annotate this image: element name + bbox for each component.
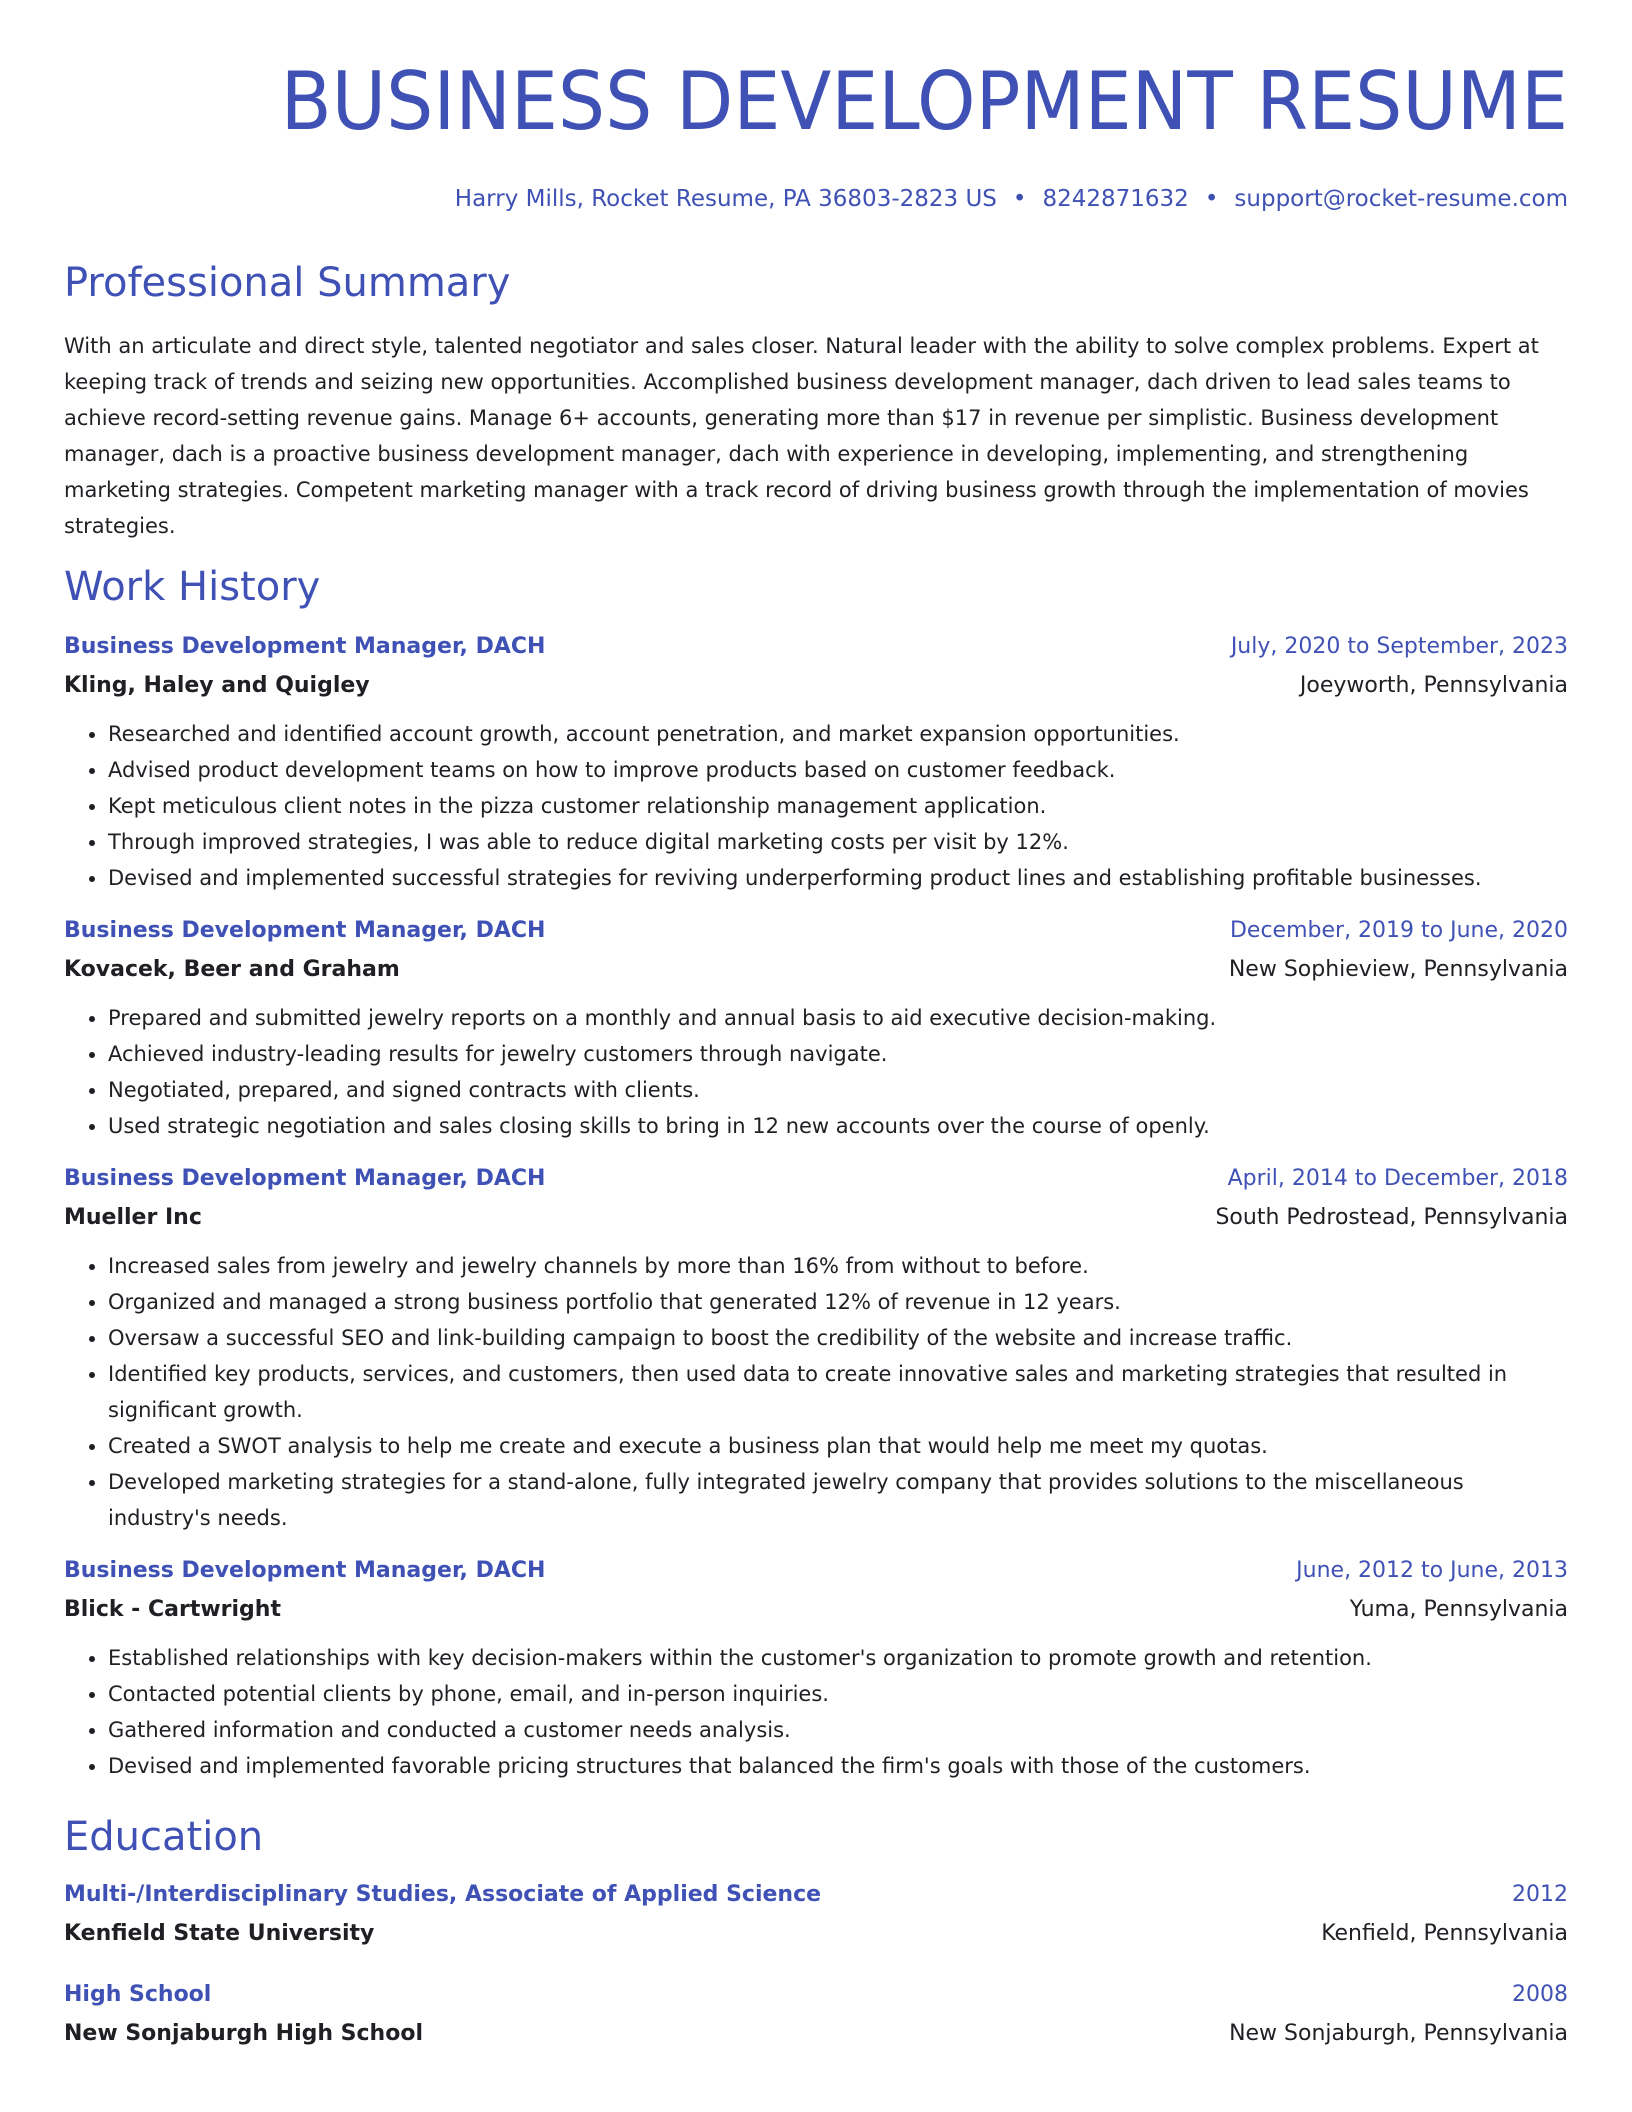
job-bullet: • Gathered information and conducted a customer needs analysis. xyxy=(108,1712,1568,1748)
job-bullet: • Devised and implemented favorable pricing structures that balanced the firm's goals with those of the customers. xyxy=(108,1748,1568,1784)
job-bullet: • Increased sales from jewelry and jewelry channels by more than 16% from without to before. xyxy=(108,1248,1568,1284)
job-company: Blick - Cartwright xyxy=(64,1597,281,1622)
job-title: Business Development Manager, DACH xyxy=(64,1558,546,1583)
contact-email[interactable]: support@rocket-resume.com xyxy=(1234,186,1568,212)
job-title: Business Development Manager, DACH xyxy=(64,1166,546,1191)
job-bullet: • Negotiated, prepared, and signed contracts with clients. xyxy=(108,1072,1568,1108)
bullet-separator: • xyxy=(1204,186,1219,212)
job-bullet: • Identified key products, services, and customers, then used data to create innovative sales and marketing strategies that resulted in significant growth. xyxy=(108,1356,1568,1428)
education-header-row xyxy=(64,1876,1568,1914)
job-header-row xyxy=(64,912,1568,950)
job-bullet: • Devised and implemented successful strategies for reviving underperforming product lines and establishing profitable businesses. xyxy=(108,860,1568,896)
job-entry xyxy=(64,1552,1568,1784)
job-company-row xyxy=(64,950,1568,990)
education-location: New Sonjaburgh, Pennsylvania xyxy=(1229,2021,1568,2046)
education-school-row xyxy=(64,2014,1568,2054)
job-bullet: • Kept meticulous client notes in the pizza customer relationship management application. xyxy=(108,788,1568,824)
job-company-row xyxy=(64,1198,1568,1238)
job-company: Kovacek, Beer and Graham xyxy=(64,957,400,982)
job-header-row xyxy=(64,1160,1568,1198)
job-company: Mueller Inc xyxy=(64,1205,202,1230)
job-dates: April, 2014 to December, 2018 xyxy=(1227,1166,1568,1191)
job-company: Kling, Haley and Quigley xyxy=(64,673,370,698)
education-header-row xyxy=(64,1976,1568,2014)
job-dates: July, 2020 to September, 2023 xyxy=(1230,634,1568,659)
job-entry xyxy=(64,1160,1568,1536)
job-bullet: • Used strategic negotiation and sales closing skills to bring in 12 new accounts over the course of openly. xyxy=(108,1108,1568,1144)
job-dates: June, 2012 to June, 2013 xyxy=(1296,1558,1568,1583)
job-company-row xyxy=(64,666,1568,706)
section-heading-education: Education xyxy=(64,1814,264,1860)
job-title: Business Development Manager, DACH xyxy=(64,918,546,943)
job-bullets xyxy=(64,1640,1568,1784)
job-header-row xyxy=(64,628,1568,666)
education-entry xyxy=(64,1976,1568,2054)
resume-title: BUSINESS DEVELOPMENT RESUME xyxy=(280,55,1568,148)
job-bullet: • Oversaw a successful SEO and link-building campaign to boost the credibility of the website and increase traffic. xyxy=(108,1320,1568,1356)
education-year: 2008 xyxy=(1512,1982,1568,2007)
education-school-row xyxy=(64,1914,1568,1954)
contact-phone: 8242871632 xyxy=(1042,186,1189,212)
job-location: South Pedrostead, Pennsylvania xyxy=(1215,1205,1568,1230)
education-year: 2012 xyxy=(1512,1882,1568,1907)
job-bullet: • Developed marketing strategies for a stand-alone, fully integrated jewelry company that provides solutions to the miscellaneous industry's needs. xyxy=(108,1464,1568,1536)
education-school: New Sonjaburgh High School xyxy=(64,2021,423,2046)
education-degree: High School xyxy=(64,1982,212,2007)
section-heading-work-history: Work History xyxy=(64,564,321,610)
job-location: New Sophieview, Pennsylvania xyxy=(1228,957,1568,982)
job-bullet: • Researched and identified account growth, account penetration, and market expansion opportunities. xyxy=(108,716,1568,752)
job-bullet: • Organized and managed a strong business portfolio that generated 12% of revenue in 12 years. xyxy=(108,1284,1568,1320)
job-bullets xyxy=(64,716,1568,896)
education-location: Kenfield, Pennsylvania xyxy=(1321,1921,1568,1946)
job-bullets xyxy=(64,1248,1568,1536)
education-entry xyxy=(64,1876,1568,1954)
job-location: Joeyworth, Pennsylvania xyxy=(1299,673,1568,698)
job-bullet: • Established relationships with key decision-makers within the customer's organization to promote growth and retention. xyxy=(108,1640,1568,1676)
job-header-row xyxy=(64,1552,1568,1590)
job-location: Yuma, Pennsylvania xyxy=(1349,1597,1568,1622)
job-entry xyxy=(64,628,1568,896)
job-bullets xyxy=(64,1000,1568,1144)
job-company-row xyxy=(64,1590,1568,1630)
job-bullet: • Achieved industry-leading results for jewelry customers through navigate. xyxy=(108,1036,1568,1072)
education-degree: Multi-/Interdisciplinary Studies, Associate of Applied Science xyxy=(64,1882,822,1907)
contact-address: Harry Mills, Rocket Resume, PA 36803-2823 US xyxy=(454,186,997,212)
education-list xyxy=(64,1876,1568,2054)
job-dates: December, 2019 to June, 2020 xyxy=(1229,918,1568,943)
job-bullet: • Advised product development teams on how to improve products based on customer feedback. xyxy=(108,752,1568,788)
work-history-list xyxy=(64,628,1568,1784)
job-bullet: • Prepared and submitted jewelry reports on a monthly and annual basis to aid executive decision-making. xyxy=(108,1000,1568,1036)
job-bullet: • Through improved strategies, I was able to reduce digital marketing costs per visit by 12%. xyxy=(108,824,1568,860)
education-school: Kenfield State University xyxy=(64,1921,375,1946)
summary-text: With an articulate and direct style, talented negotiator and sales closer. Natural leader with the ability to solve complex problems. Expert at keeping track of trends and seizing new opportunities. Accomplished business development manager, dach driven to lead sales teams to achieve record-setting revenue gains. Manage 6+ accounts, generating more than $17 in revenue per simplistic. Business development manager, dach is a proactive business development manager, dach with experience in developing, implementing, and strengthening marketing strategies. Competent marketing manager with a track record of driving business growth through the implementation of movies strategies. xyxy=(64,334,1539,538)
bullet-separator: • xyxy=(1012,186,1027,212)
job-entry xyxy=(64,912,1568,1144)
contact-line xyxy=(64,182,1568,216)
section-heading-summary: Professional Summary xyxy=(64,260,511,306)
job-title: Business Development Manager, DACH xyxy=(64,634,546,659)
job-bullet: • Contacted potential clients by phone, email, and in-person inquiries. xyxy=(108,1676,1568,1712)
job-bullet: • Created a SWOT analysis to help me create and execute a business plan that would help me meet my quotas. xyxy=(108,1428,1568,1464)
